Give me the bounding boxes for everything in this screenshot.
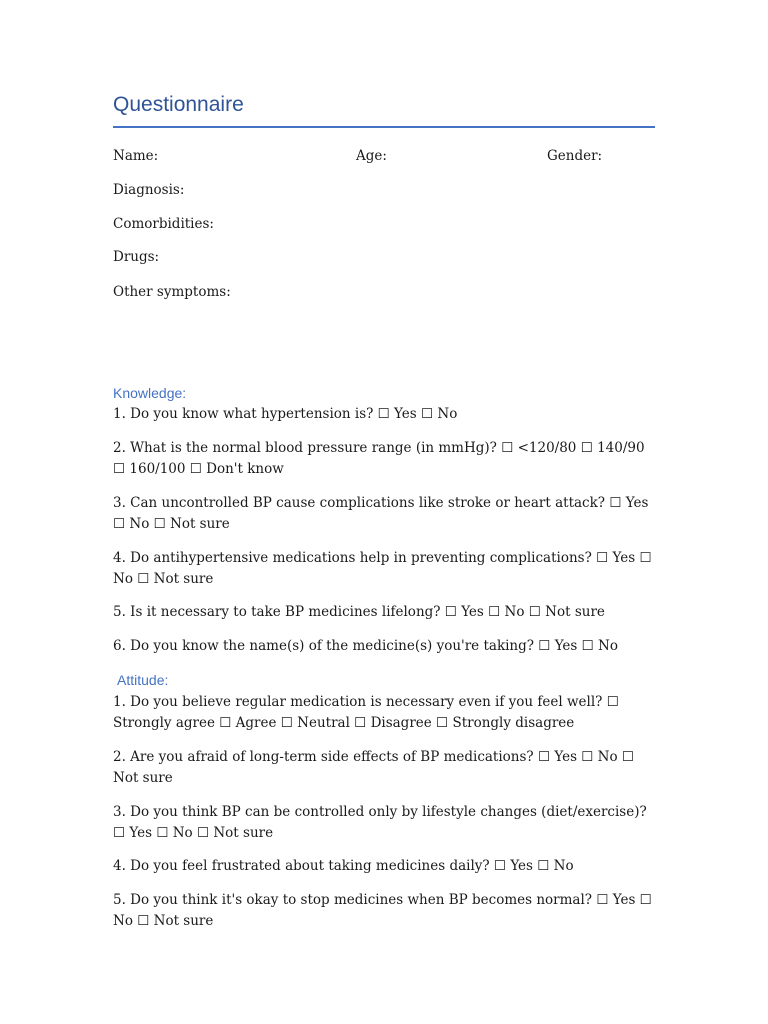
gender-label: Gender: (547, 148, 603, 164)
knowledge-heading: Knowledge: (113, 385, 187, 401)
knowledge-question-1: 1. Do you know what hypertension is? ☐ Yes ☐ No (113, 406, 458, 422)
attitude-question-4: 4. Do you feel frustrated about taking medicines daily? ☐ Yes ☐ No (113, 858, 574, 874)
age-label: Age: (356, 148, 387, 164)
knowledge-question-2: 2. What is the normal blood pressure range (in mmHg)? ☐ <120/80 ☐ 140/90 ☐ 160/100 ☐ Don't know (113, 440, 645, 477)
diagnosis-label: Diagnosis: (113, 182, 185, 198)
knowledge-question-4: 4. Do antihypertensive medications help in preventing complications? ☐ Yes ☐ No ☐ Not sure (113, 550, 652, 587)
attitude-question-5: 5. Do you think it's okay to stop medicines when BP becomes normal? ☐ Yes ☐ No ☐ Not sure (113, 892, 652, 929)
knowledge-question-5: 5. Is it necessary to take BP medicines lifelong? ☐ Yes ☐ No ☐ Not sure (113, 604, 605, 620)
knowledge-question-3: 3. Can uncontrolled BP cause complications like stroke or heart attack? ☐ Yes ☐ No ☐ Not sure (113, 495, 649, 532)
title-underline (113, 126, 655, 128)
other-symptoms-label: Other symptoms: (113, 284, 231, 300)
drugs-label: Drugs: (113, 249, 160, 265)
attitude-question-3: 3. Do you think BP can be controlled only by lifestyle changes (diet/exercise)? ☐ Yes ☐ No ☐ Not sure (113, 804, 647, 841)
attitude-question-1: 1. Do you believe regular medication is necessary even if you feel well? ☐ Strongly agree ☐ Agree ☐ Neutral ☐ Disagree ☐ Strongly disagree (113, 694, 619, 731)
name-label: Name: (113, 148, 159, 164)
page-title: Questionnaire (113, 93, 244, 116)
attitude-question-2: 2. Are you afraid of long-term side effects of BP medications? ☐ Yes ☐ No ☐ Not sure (113, 749, 635, 786)
comorbidities-label: Comorbidities: (113, 216, 214, 232)
knowledge-question-6: 6. Do you know the name(s) of the medicine(s) you're taking? ☐ Yes ☐ No (113, 638, 618, 654)
attitude-heading: Attitude: (117, 672, 169, 688)
